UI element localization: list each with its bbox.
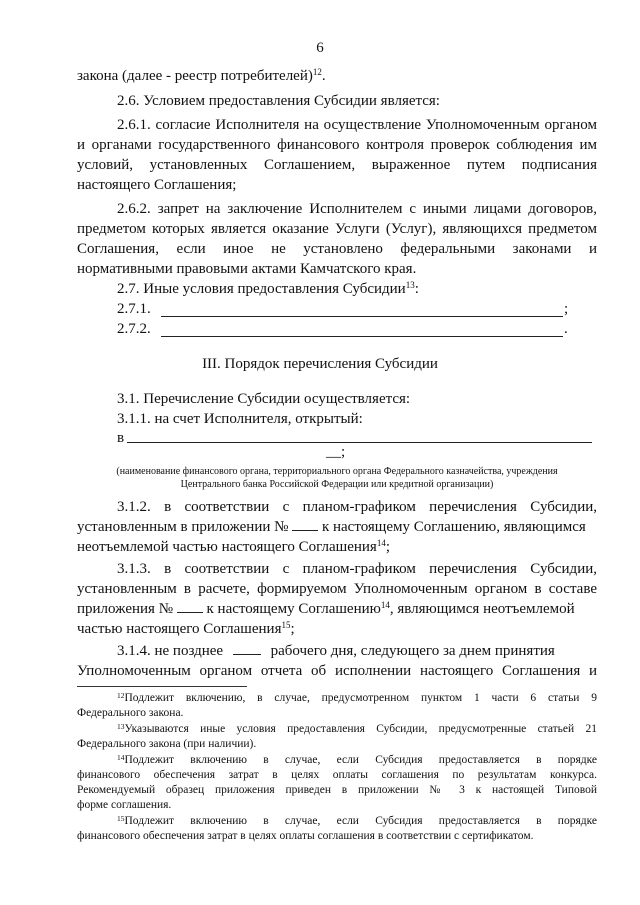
punctuation: ; [385, 539, 390, 555]
fill-in-blank [161, 336, 563, 337]
clause-text: частью настоящего Соглашения [77, 621, 282, 637]
clause-text: установленным в приложении № [77, 519, 289, 535]
clause-label: 2.7.2. [117, 321, 151, 337]
bank-prefix: в [117, 430, 125, 446]
paragraph-continuation [77, 66, 597, 86]
clause-text: рабочего дня, следующего за днем принятия [270, 643, 555, 659]
footnote-text: Указываются иные условия предоставления Субсидии, предусмотренные статьей 21 [124, 723, 597, 735]
punctuation: ; [290, 621, 295, 637]
footnote-number: 14 [117, 753, 125, 762]
footnote-ref: 12 [312, 67, 322, 77]
footnote [117, 691, 597, 706]
clause-text: 2.7. Иные условия предоставления Субсидии [117, 281, 406, 297]
footnote-line: финансового обеспечения затрат в целях оплаты соглашения в соответствии с сертификатом. [77, 830, 534, 842]
clause-3-1-2-line: 3.1.2. в соответствии с планом-графиком перечисления Субсидии, [117, 499, 597, 515]
footnote-line: форме соглашения. [77, 799, 172, 811]
clause-label: 2.7.1. [117, 301, 151, 317]
clause-2-6-2-line: нормативными правовыми актами Камчатского края. [77, 261, 417, 277]
footnote-ref: 15 [281, 620, 291, 630]
clause-2-6: 2.6. Условием предоставления Субсидии является: [117, 93, 440, 109]
footnote-number: 13 [117, 722, 125, 731]
clause-3-1-3-line: установленным в расчете, формируемом Уполномоченным органом в составе [77, 581, 597, 597]
footnote-ref: 13 [405, 280, 415, 290]
clause-2-6-1-line: и органами государственного финансового контроля проверок соблюдения им [77, 137, 597, 153]
footnote [117, 722, 597, 737]
footnote-text: Подлежит включению в случае, если Субсидия предоставляется в порядке [124, 815, 597, 827]
clause-2-7 [117, 279, 597, 299]
punctuation: . [321, 68, 326, 84]
footnote-line: финансового обеспечения затрат в целях оплаты соглашения по результатам конкурса. [77, 769, 597, 781]
clause-text: 3.1.4. не позднее [117, 643, 224, 659]
footnote-ref: 14 [376, 538, 386, 548]
footnote-separator [77, 686, 247, 687]
clause-2-6-1-line: настоящего Соглашения; [77, 177, 237, 193]
clause-text: к настоящему Соглашению, являющимся [321, 519, 586, 535]
clause-2-6-2-line: Соглашения, если иное не установлено федеральными законами и [77, 241, 597, 257]
clause-text: неотъемлемой частью настоящего Соглашения [77, 539, 377, 555]
clause-2-6-1-line: 2.6.1. согласие Исполнителя на осуществление Уполномоченным органом [117, 117, 597, 133]
footnote-text: Подлежит включению в случае, если Субсидия предоставляется в порядке [124, 754, 597, 766]
fill-in-blank [292, 518, 318, 531]
clause-3-1-3-line: 3.1.3. в соответствии с планом-графиком перечисления Субсидии, [117, 561, 597, 577]
fill-in-blank [233, 642, 261, 655]
clause-3-1-4-line: Уполномоченным органом отчета об исполнении настоящего Соглашения и [77, 663, 597, 679]
paragraph-text: закона (далее - реестр потребителей) [77, 68, 313, 84]
footnote-ref: 14 [380, 600, 390, 610]
footnote-text: Подлежит включению, в случае, предусмотренном пунктом 1 части 6 статьи 9 [124, 692, 597, 704]
footnote-number: 12 [117, 691, 125, 700]
field-caption: Центрального банка Российской Федерации или кредитной организации) [180, 479, 494, 490]
page-number: 6 [316, 40, 324, 56]
clause-3-1-3-line [77, 619, 597, 639]
clause-3-1: 3.1. Перечисление Субсидии осуществляется: [117, 391, 411, 407]
clause-3-1-1: 3.1.1. на счет Исполнителя, открытый: [117, 411, 363, 427]
clause-2-6-2-line: 2.6.2. запрет на заключение Исполнителем с иными лицами договоров, [117, 201, 597, 217]
clause-text: к настоящему Соглашению [206, 601, 381, 617]
clause-2-6-2-line: предметом которых является оказание Услуги (Услуг), являющихся предметом [77, 221, 597, 237]
fill-in-blank [177, 600, 203, 613]
clause-2-6-1-line: условий, установленных Соглашением, выраженное путем подписания [77, 157, 597, 173]
clause-3-1-3-line [77, 599, 597, 619]
section-heading: III. Порядок перечисления Субсидии [202, 356, 438, 372]
footnote-line: Рекомендуемый образец приложения приведен в приложении № 3 к настоящей Типовой [77, 784, 597, 796]
clause-3-1-2-line [77, 517, 597, 537]
punctuation: . [564, 321, 568, 337]
blank-tail: __; [326, 444, 346, 460]
clause-text: приложения № [77, 601, 174, 617]
fill-in-blank [161, 316, 563, 317]
clause-text: , являющимся неотъемлемой [389, 601, 575, 617]
clause-3-1-4-line [117, 641, 597, 661]
field-caption: (наименование финансового органа, территориального органа Федерального казначейства, учреждения [116, 466, 558, 477]
footnote-line: Федерального закона. [77, 707, 184, 719]
punctuation: ; [564, 301, 569, 317]
footnote-line: Федерального закона (при наличии). [77, 738, 257, 750]
clause-3-1-2-line [77, 537, 597, 557]
footnote [117, 814, 597, 829]
punctuation: : [414, 281, 419, 297]
footnote-number: 15 [117, 814, 125, 823]
footnote [117, 753, 597, 768]
